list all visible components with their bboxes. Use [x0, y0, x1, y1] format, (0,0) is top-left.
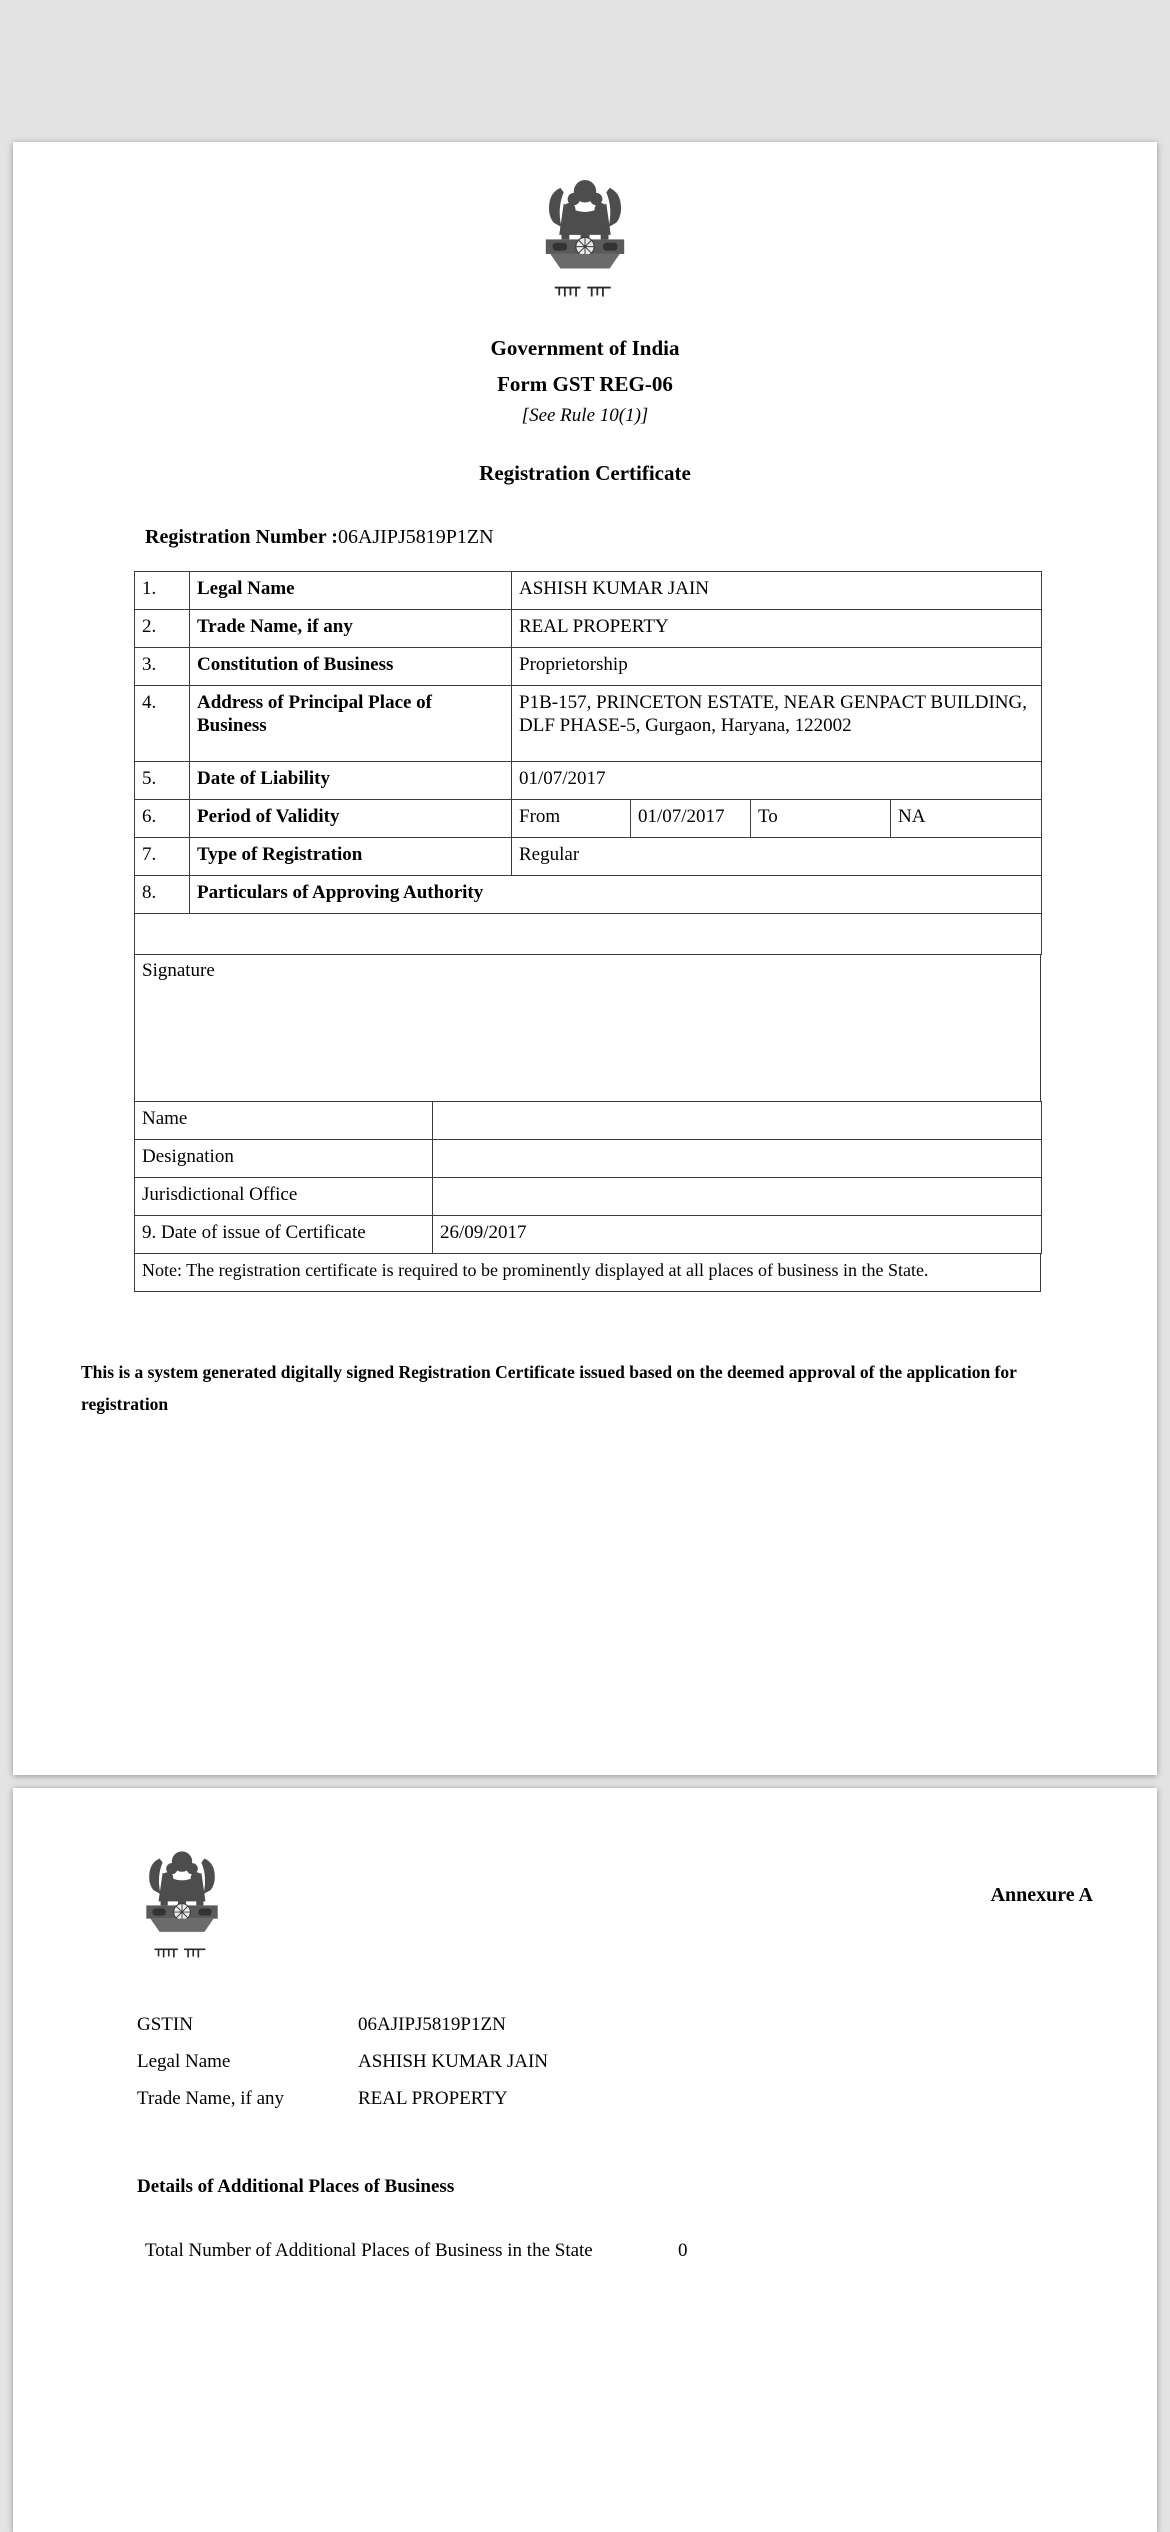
field-label: Trade Name, if any: [137, 2088, 285, 2109]
row-value-cell: [433, 1178, 1042, 1216]
row-value-cell: ASHISH KUMAR JAIN: [512, 572, 1042, 610]
table-row-designation: [135, 1140, 1042, 1178]
table-row-empty: [135, 914, 1042, 955]
additional-places-heading: Details of Additional Places of Business: [137, 2176, 455, 2197]
table-row-trade-name: [135, 610, 1042, 648]
annexure-title: Annexure A: [990, 1884, 1093, 1906]
field-label: GSTIN: [137, 2014, 193, 2035]
row-value-cell: Proprietorship: [512, 648, 1042, 686]
field-row-trade-name: [137, 2088, 548, 2110]
page-separator: [0, 1775, 1170, 1788]
table-row-type-of-registration: [135, 838, 1042, 876]
registration-number-label: Registration Number :: [145, 526, 338, 548]
ashoka-emblem: [131, 1844, 233, 1982]
system-generated-note: This is a system generated digitally signed Registration Certificate issued based on the deemed approval of the application for registration: [81, 1362, 1017, 1415]
row-number-cell: 5.: [135, 762, 190, 800]
row-value-cell: 26/09/2017: [433, 1216, 1042, 1254]
row-number-cell: 4.: [135, 686, 190, 762]
certificate-table-section: [134, 571, 1041, 1292]
authority-details-table: [134, 1101, 1042, 1254]
row-label-cell: Designation: [135, 1140, 433, 1178]
row-number-cell: 8.: [135, 876, 190, 914]
row-value-cell: [433, 1102, 1042, 1140]
row-label-cell: Trade Name, if any: [190, 610, 512, 648]
table-row-date-of-liability: [135, 762, 1042, 800]
validity-to-value-cell: NA: [891, 800, 1042, 838]
certificate-table: [134, 571, 1042, 955]
row-value-cell: REAL PROPERTY: [512, 610, 1042, 648]
row-label-cell: Jurisdictional Office: [135, 1178, 433, 1216]
field-value: 06AJIPJ5819P1ZN: [358, 2014, 506, 2035]
certificate-page-1: [13, 142, 1157, 1775]
rule-reference: [See Rule 10(1)]: [521, 405, 649, 426]
total-places-row: [145, 2240, 688, 2262]
table-row-constitution: [135, 648, 1042, 686]
table-row-period-of-validity: [135, 800, 1042, 838]
row-value-cell: Regular: [512, 838, 1042, 876]
row-label-cell: 9. Date of issue of Certificate: [135, 1216, 433, 1254]
registration-number-line: [13, 526, 1157, 549]
ashoka-emblem-icon: [529, 172, 641, 318]
total-places-value: 0: [678, 2240, 688, 2261]
note-row: Note: The registration certificate is required to be prominently displayed at all places of business in the State.: [134, 1253, 1041, 1292]
field-row-gstin: [137, 2014, 548, 2036]
row-label-cell: Particulars of Approving Authority: [190, 876, 1042, 914]
annexure-fields: [137, 2014, 548, 2125]
table-row-address: [135, 686, 1042, 762]
total-places-label: Total Number of Additional Places of Business in the State: [145, 2240, 593, 2261]
row-label-cell: Name: [135, 1102, 433, 1140]
empty-cell: [135, 914, 1042, 955]
field-row-legal-name: [137, 2051, 548, 2073]
certificate-page-2-annexure: [13, 1788, 1157, 2532]
row-label-cell: Constitution of Business: [190, 648, 512, 686]
row-value-cell: 01/07/2017: [512, 762, 1042, 800]
row-label-cell: Period of Validity: [190, 800, 512, 838]
field-value: REAL PROPERTY: [358, 2088, 508, 2109]
table-row-legal-name: [135, 572, 1042, 610]
field-label: Legal Name: [137, 2051, 231, 2072]
row-value-cell: [433, 1140, 1042, 1178]
validity-to-label-cell: To: [751, 800, 891, 838]
signature-box: [134, 954, 1041, 1102]
validity-from-label-cell: From: [512, 800, 631, 838]
row-label-cell: Legal Name: [190, 572, 512, 610]
registration-number-value: 06AJIPJ5819P1ZN: [337, 526, 494, 548]
row-value-cell: P1B-157, PRINCETON ESTATE, NEAR GENPACT BUILDING, DLF PHASE-5, Gurgaon, Haryana, 122002: [512, 686, 1042, 762]
table-row-name: [135, 1102, 1042, 1140]
row-number-cell: 6.: [135, 800, 190, 838]
row-number-cell: 2.: [135, 610, 190, 648]
government-of-india-heading: Government of India: [490, 336, 680, 360]
validity-from-value-cell: 01/07/2017: [631, 800, 751, 838]
form-number-heading: Form GST REG-06: [497, 372, 673, 396]
row-label-cell: Type of Registration: [190, 838, 512, 876]
certificate-title: Registration Certificate: [479, 461, 691, 485]
row-number-cell: 1.: [135, 572, 190, 610]
table-row-date-of-issue: [135, 1216, 1042, 1254]
row-label-cell: Date of Liability: [190, 762, 512, 800]
table-row-jurisdictional-office: [135, 1178, 1042, 1216]
signature-label: Signature: [142, 960, 215, 981]
ashoka-emblem: [13, 142, 1157, 320]
table-row-approving-authority: [135, 876, 1042, 914]
field-value: ASHISH KUMAR JAIN: [358, 2051, 549, 2072]
ashoka-emblem-icon: [131, 1844, 233, 1977]
row-label-cell: Address of Principal Place of Business: [190, 686, 512, 762]
row-number-cell: 7.: [135, 838, 190, 876]
row-number-cell: 3.: [135, 648, 190, 686]
